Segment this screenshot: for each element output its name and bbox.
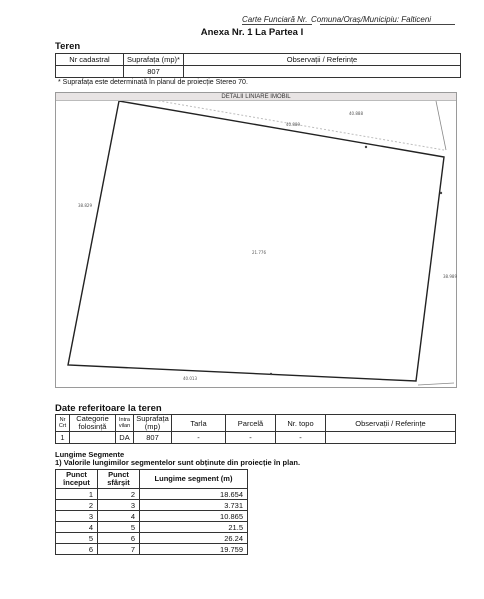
carte-funciara-label: Carte Funciară Nr. — [242, 15, 308, 24]
cell-end: 5 — [98, 522, 140, 533]
cell-intravilan: DA — [116, 432, 134, 444]
cell-start: 6 — [56, 544, 98, 555]
cell-length: 21.5 — [140, 522, 248, 533]
comuna-underline — [320, 24, 455, 25]
cell-end: 6 — [98, 533, 140, 544]
cell-nr-cadastral — [56, 66, 124, 78]
label-top-long: 40.888 — [349, 111, 363, 116]
corner-tick-ne — [436, 101, 446, 150]
col-parcela: Parcelă — [226, 415, 276, 432]
col-punct-inceput: Punct început — [56, 470, 98, 489]
label-right: 38.989 — [443, 274, 457, 279]
cell-parcela: - — [226, 432, 276, 444]
col-observatii: Observații / Referințe — [326, 415, 456, 432]
comuna-label: Comuna/Oraș/Municipiu: Falticeni — [311, 15, 432, 24]
plan-header: DETALII LINIARE IMOBIL — [56, 93, 456, 101]
col-tarla: Tarla — [172, 415, 226, 432]
vertex-marker — [270, 373, 272, 375]
cell-length: 19.759 — [140, 544, 248, 555]
cell-suprafata: 807 — [124, 66, 184, 78]
lungime-subtitle: 1) Valorile lungimilor segmentelor sunt obținute din proiecție în plan. — [55, 458, 301, 467]
cell-start: 5 — [56, 533, 98, 544]
projection-note: * Suprafața este determinată în planul de proiecție Stereo 70. — [58, 79, 248, 86]
table-row — [56, 500, 248, 511]
vertex-marker — [440, 192, 442, 194]
col-nr-topo: Nr. topo — [276, 415, 326, 432]
cell-end: 7 — [98, 544, 140, 555]
col-suprafata: Suprafața (mp)* — [124, 54, 184, 66]
teren-title: Teren — [55, 41, 81, 52]
cell-length: 18.654 — [140, 489, 248, 500]
cell-start: 4 — [56, 522, 98, 533]
table-row — [56, 522, 248, 533]
table-row — [56, 544, 248, 555]
cell-start: 2 — [56, 500, 98, 511]
col-observatii: Observații / Referințe — [184, 54, 461, 66]
teren-table — [55, 53, 461, 78]
col-intravilan: Intra vilan — [116, 415, 134, 432]
cell-end: 2 — [98, 489, 140, 500]
plan-panel — [55, 92, 457, 388]
col-nr-crt: Nr Crt — [56, 415, 70, 432]
cell-end: 3 — [98, 500, 140, 511]
parcel-plan — [56, 93, 458, 389]
table-row — [56, 511, 248, 522]
col-suprafata: Suprafața (mp) — [134, 415, 172, 432]
cell-categorie — [70, 432, 116, 444]
cell-observatii — [184, 66, 461, 78]
label-left: 38.829 — [78, 203, 92, 208]
lungime-title: Lungime Segmente — [55, 450, 125, 459]
cell-tarla: - — [172, 432, 226, 444]
carte-funciara-underline — [242, 24, 312, 25]
table-row — [56, 489, 248, 500]
parcel-outline — [68, 101, 444, 381]
label-center: 21.776 — [252, 250, 266, 255]
cell-start: 1 — [56, 489, 98, 500]
segment-lengths-table — [55, 469, 248, 555]
col-nr-cadastral: Nr cadastral — [56, 54, 124, 66]
col-lungime: Lungime segment (m) — [140, 470, 248, 489]
cell-start: 3 — [56, 511, 98, 522]
date-referitoare-table — [55, 414, 456, 444]
cell-nr-crt: 1 — [56, 432, 70, 444]
label-bottom: 40.013 — [183, 376, 197, 381]
parcel-offset-line — [119, 94, 444, 150]
annex-title: Anexa Nr. 1 La Partea I — [200, 27, 304, 38]
col-punct-sfarsit: Punct sfârșit — [98, 470, 140, 489]
corner-tick-se — [418, 383, 454, 385]
cell-suprafata: 807 — [134, 432, 172, 444]
cell-length: 10.865 — [140, 511, 248, 522]
table-row — [56, 533, 248, 544]
cell-end: 4 — [98, 511, 140, 522]
cell-length: 3.731 — [140, 500, 248, 511]
cell-nr-topo: - — [276, 432, 326, 444]
cell-observatii — [326, 432, 456, 444]
cell-length: 26.24 — [140, 533, 248, 544]
date-referitoare-title: Date referitoare la teren — [55, 403, 162, 414]
vertex-marker — [365, 146, 367, 148]
col-categorie: Categorie folosință — [70, 415, 116, 432]
label-top-mid: 40.889 — [286, 122, 300, 127]
